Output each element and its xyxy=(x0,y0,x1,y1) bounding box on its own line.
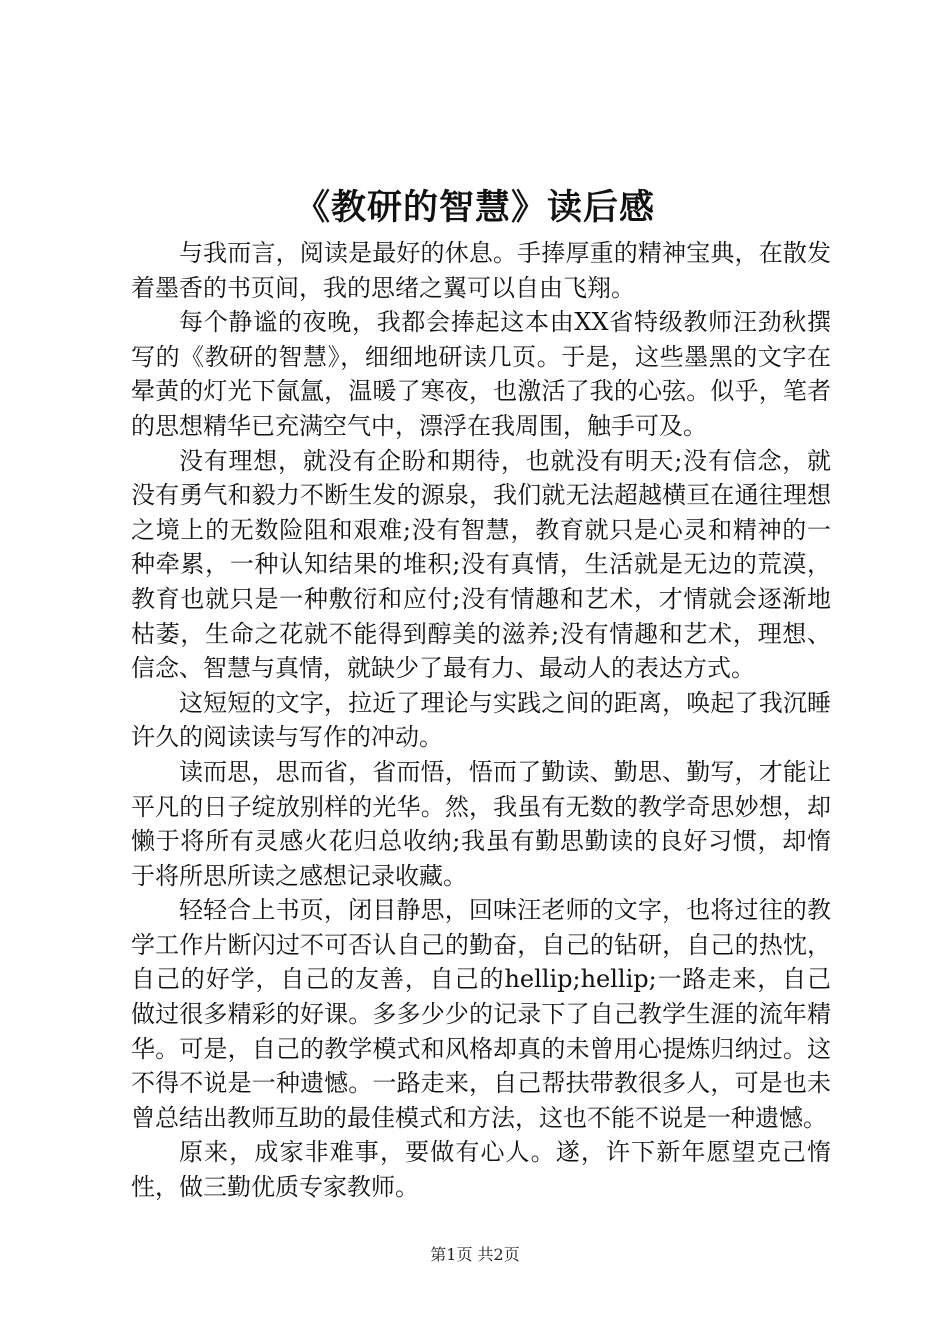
paragraph: 原来，成家非难事，要做有心人。遂，许下新年愿望克己惰性，做三勤优质专家教师。 xyxy=(131,1138,831,1202)
paragraph: 这短短的文字，拉近了理论与实践之间的距离，唤起了我沉睡许久的阅读读与写作的冲动。 xyxy=(131,688,831,752)
document-title: 《教研的智慧》读后感 xyxy=(294,187,655,228)
page-footer: 第1页 共2页 xyxy=(430,1245,520,1264)
document-body xyxy=(131,236,831,1205)
paragraph: 没有理想，就没有企盼和期待，也就没有明天;没有信念，就没有勇气和毅力不断生发的源泉，我们就无法超越横亘在通往理想之境上的无数险阻和艰难;没有智慧，教育就只是心灵和精神的一种牵累，一种认知结果的堆积;没有真情，生活就是无边的荒漠，教育也就只是一种敷衍和应付;没有情趣和艺术，才情就会逐渐地枯萎，生命之花就不能得到醇美的滋养;没有情趣和艺术，理想、信念、智慧与真情，就缺少了最有力、最动人的表达方式。 xyxy=(131,446,831,683)
paragraph: 读而思，思而省，省而悟，悟而了勤读、勤思、勤写，才能让平凡的日子绽放别样的光华。然，我虽有无数的教学奇思妙想，却懒于将所有灵感火花归总收纳;我虽有勤思勤读的良好习惯，却惰于将所思所读之感想记录收藏。 xyxy=(131,757,831,890)
paragraph: 每个静谧的夜晚，我都会捧起这本由XX省特级教师汪劲秋撰写的《教研的智慧》，细细地研读几页。于是，这些墨黑的文字在晕黄的灯光下氤氲，温暖了寒夜，也激活了我的心弦。似乎，笔者的思想精华已充满空气中，漂浮在我周围，触手可及。 xyxy=(131,308,831,440)
paragraph: 与我而言，阅读是最好的休息。手捧厚重的精神宝典，在散发着墨香的书页间，我的思绪之翼可以自由飞翔。 xyxy=(131,239,831,302)
paragraph: 轻轻合上书页，闭目静思，回味汪老师的文字，也将过往的教学工作片断闪过不可否认自己的勤奋，自己的钻研，自己的热忱，自己的好学，自己的友善，自己的hellip;hellip;一路走来，自己做过很多精彩的好课。多多少少的记录下了自己教学生涯的流年精华。可是，自己的教学模式和风格却真的未曾用心提炼归纳过。这不得不说是一种遗憾。一路走来，自己帮扶带教很多人，可是也未曾总结出教师互助的最佳模式和方法，这也不能不说是一种遗憾。 xyxy=(131,896,831,1132)
